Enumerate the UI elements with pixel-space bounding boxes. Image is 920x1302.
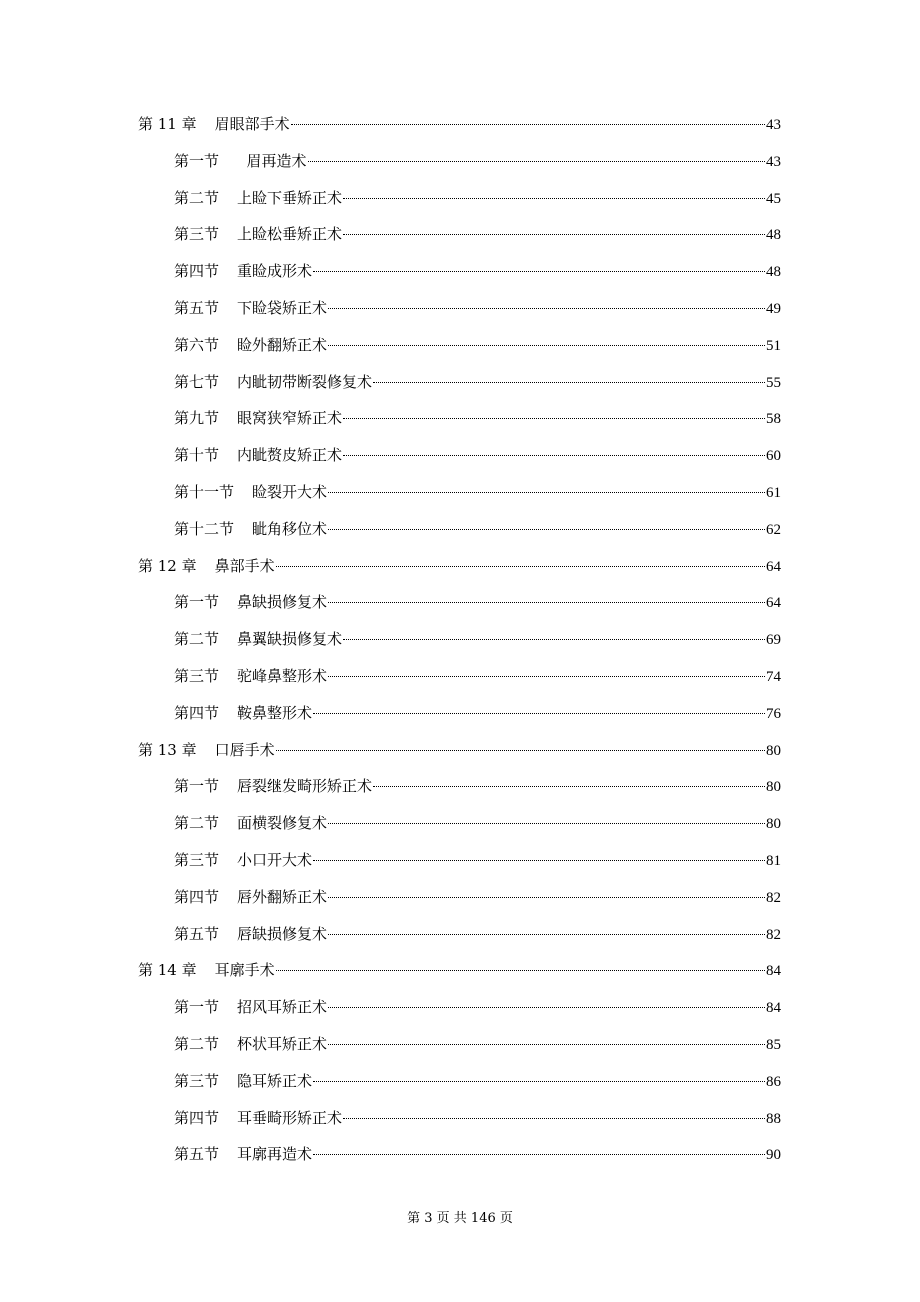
entry-title: 睑外翻矫正术	[237, 335, 328, 354]
entry-number: 第 12 章	[138, 556, 197, 575]
toc-section-entry[interactable]	[174, 590, 781, 614]
entry-page-number: 82	[766, 926, 781, 943]
entry-title: 招风耳矫正术	[237, 998, 328, 1017]
toc-section-entry[interactable]	[174, 1069, 781, 1093]
entry-number: 第二节	[174, 188, 220, 207]
entry-title: 内眦韧带断裂修复术	[237, 372, 373, 391]
entry-page-number: 84	[766, 1000, 781, 1017]
entry-title: 鼻缺损修复术	[237, 593, 328, 612]
dot-leader	[313, 712, 765, 714]
entry-number: 第四节	[174, 703, 220, 722]
toc-section-entry[interactable]	[174, 995, 781, 1019]
entry-page-number: 45	[766, 190, 781, 207]
entry-page-number: 81	[766, 853, 781, 869]
entry-title: 唇裂继发畸形矫正术	[237, 777, 373, 796]
entry-number: 第五节	[174, 924, 220, 943]
entry-number: 第二节	[174, 630, 220, 649]
entry-number: 第三节	[174, 1071, 220, 1090]
entry-title: 鞍鼻整形术	[237, 703, 313, 722]
entry-title: 隐耳矫正术	[237, 1071, 313, 1090]
entry-page-number: 48	[766, 264, 781, 281]
entry-page-number: 48	[766, 227, 781, 244]
entry-page-number: 64	[766, 595, 781, 612]
entry-page-number: 43	[766, 117, 781, 133]
toc-section-entry[interactable]	[174, 296, 781, 320]
entry-title: 唇缺损修复术	[237, 924, 328, 943]
entry-title: 眉眼部手术	[214, 115, 290, 133]
toc-section-entry[interactable]	[174, 333, 781, 357]
entry-page-number: 43	[766, 153, 781, 170]
entry-page-number: 55	[766, 374, 781, 391]
toc-section-entry[interactable]	[174, 885, 781, 909]
entry-page-number: 82	[766, 889, 781, 906]
toc-section-entry[interactable]	[174, 1142, 781, 1166]
entry-page-number: 62	[766, 521, 781, 538]
entry-number: 第四节	[174, 887, 220, 906]
entry-title: 睑裂开大术	[252, 483, 328, 501]
dot-leader	[343, 197, 765, 199]
entry-title: 口唇手术	[214, 740, 275, 759]
entry-number: 第四节	[174, 262, 220, 281]
entry-title: 驼峰鼻整形术	[237, 667, 328, 685]
dot-leader	[328, 933, 765, 935]
toc-section-entry[interactable]	[174, 627, 781, 651]
entry-page-number: 85	[766, 1037, 781, 1053]
dot-leader	[373, 785, 765, 787]
entry-number: 第一节	[174, 151, 220, 170]
toc-section-entry[interactable]	[174, 811, 781, 835]
dot-leader	[328, 307, 765, 309]
entry-title: 上睑松垂矫正术	[237, 225, 343, 244]
entry-page-number: 51	[766, 337, 781, 354]
entry-page-number: 74	[766, 669, 781, 685]
entry-title: 眦角移位术	[252, 519, 328, 538]
toc-section-entry[interactable]	[174, 701, 781, 725]
page-footer: 第 3 页 共 146 页	[407, 1211, 513, 1226]
dot-leader	[276, 969, 765, 971]
entry-page-number: 60	[766, 448, 781, 465]
toc-section-entry[interactable]	[174, 922, 781, 946]
entry-number: 第三节	[174, 225, 220, 244]
dot-leader	[313, 1080, 765, 1082]
entry-number: 第四节	[174, 1108, 220, 1127]
dot-leader	[313, 859, 765, 861]
entry-number: 第 11 章	[138, 115, 197, 133]
entry-number: 第一节	[174, 593, 220, 612]
entry-title: 面横裂修复术	[237, 814, 328, 833]
toc-section-entry[interactable]	[174, 186, 781, 210]
dot-leader	[308, 160, 765, 162]
toc-section-entry[interactable]	[174, 480, 781, 504]
dot-leader	[313, 1153, 765, 1155]
entry-number: 第十一节	[174, 483, 235, 501]
toc-section-entry[interactable]	[174, 1106, 781, 1130]
dot-leader	[328, 491, 765, 493]
entry-page-number: 90	[766, 1147, 781, 1164]
entry-page-number: 61	[766, 485, 781, 501]
dot-leader	[276, 749, 765, 751]
entry-number: 第七节	[174, 372, 220, 391]
toc-section-entry[interactable]	[174, 406, 781, 430]
entry-title: 上睑下垂矫正术	[237, 188, 343, 207]
entry-page-number: 76	[766, 705, 781, 722]
entry-number: 第五节	[174, 1145, 220, 1164]
toc-section-entry[interactable]	[174, 443, 781, 467]
entry-number: 第五节	[174, 299, 220, 317]
entry-number: 第三节	[174, 851, 220, 869]
dot-leader	[328, 344, 765, 346]
toc-section-entry[interactable]	[174, 222, 781, 246]
entry-number: 第六节	[174, 335, 220, 354]
entry-title: 杯状耳矫正术	[237, 1035, 328, 1053]
entry-title: 小口开大术	[237, 851, 313, 869]
entry-number: 第十二节	[174, 519, 235, 538]
dot-leader	[343, 233, 765, 235]
toc-chapter-entry[interactable]	[138, 554, 781, 578]
toc-section-entry[interactable]	[174, 370, 781, 394]
entry-page-number: 88	[766, 1110, 781, 1127]
entry-number: 第 14 章	[138, 961, 197, 980]
entry-title: 鼻翼缺损修复术	[237, 630, 343, 649]
dot-leader	[343, 417, 765, 419]
toc-section-entry[interactable]	[174, 664, 781, 688]
toc-chapter-entry[interactable]	[138, 958, 781, 982]
entry-title: 唇外翻矫正术	[237, 887, 328, 906]
entry-page-number: 58	[766, 411, 781, 428]
dot-leader	[343, 454, 765, 456]
entry-number: 第十节	[174, 446, 220, 465]
toc-section-entry[interactable]	[174, 1032, 781, 1056]
dot-leader	[328, 675, 765, 677]
entry-page-number: 80	[766, 779, 781, 796]
toc-section-entry[interactable]	[174, 774, 781, 798]
toc-section-entry[interactable]	[174, 149, 781, 173]
entry-number: 第九节	[174, 409, 220, 428]
dot-leader	[328, 1043, 765, 1045]
dot-leader	[328, 1006, 765, 1008]
toc-section-entry[interactable]	[174, 259, 781, 283]
dot-leader	[313, 270, 765, 272]
entry-title: 眉再造术	[237, 151, 307, 170]
entry-page-number: 80	[766, 816, 781, 833]
entry-number: 第一节	[174, 998, 220, 1017]
dot-leader	[343, 638, 765, 640]
entry-page-number: 84	[766, 963, 781, 980]
dot-leader	[276, 565, 765, 567]
dot-leader	[291, 123, 765, 125]
entry-page-number: 64	[766, 558, 781, 575]
entry-number: 第 13 章	[138, 740, 197, 759]
toc-chapter-entry[interactable]	[138, 738, 781, 762]
toc-section-entry[interactable]	[174, 517, 781, 541]
entry-title: 耳廓手术	[214, 961, 275, 980]
entry-page-number: 80	[766, 742, 781, 759]
entry-number: 第三节	[174, 667, 220, 685]
toc-chapter-entry[interactable]	[138, 112, 781, 136]
entry-title: 内眦赘皮矫正术	[237, 446, 343, 465]
entry-title: 耳垂畸形矫正术	[237, 1108, 343, 1127]
entry-page-number: 49	[766, 301, 781, 317]
entry-title: 鼻部手术	[214, 556, 275, 575]
dot-leader	[328, 896, 765, 898]
dot-leader	[328, 528, 765, 530]
toc-section-entry[interactable]	[174, 848, 781, 872]
entry-number: 第二节	[174, 1035, 220, 1053]
dot-leader	[373, 381, 765, 383]
entry-title: 重睑成形术	[237, 262, 313, 281]
entry-title: 下睑袋矫正术	[237, 299, 328, 317]
entry-number: 第一节	[174, 777, 220, 796]
entry-page-number: 86	[766, 1073, 781, 1090]
entry-number: 第二节	[174, 814, 220, 833]
dot-leader	[343, 1117, 765, 1119]
entry-page-number: 69	[766, 632, 781, 649]
dot-leader	[328, 822, 765, 824]
dot-leader	[328, 601, 765, 603]
entry-title: 耳廓再造术	[237, 1145, 313, 1164]
entry-title: 眼窝狭窄矫正术	[237, 409, 343, 428]
